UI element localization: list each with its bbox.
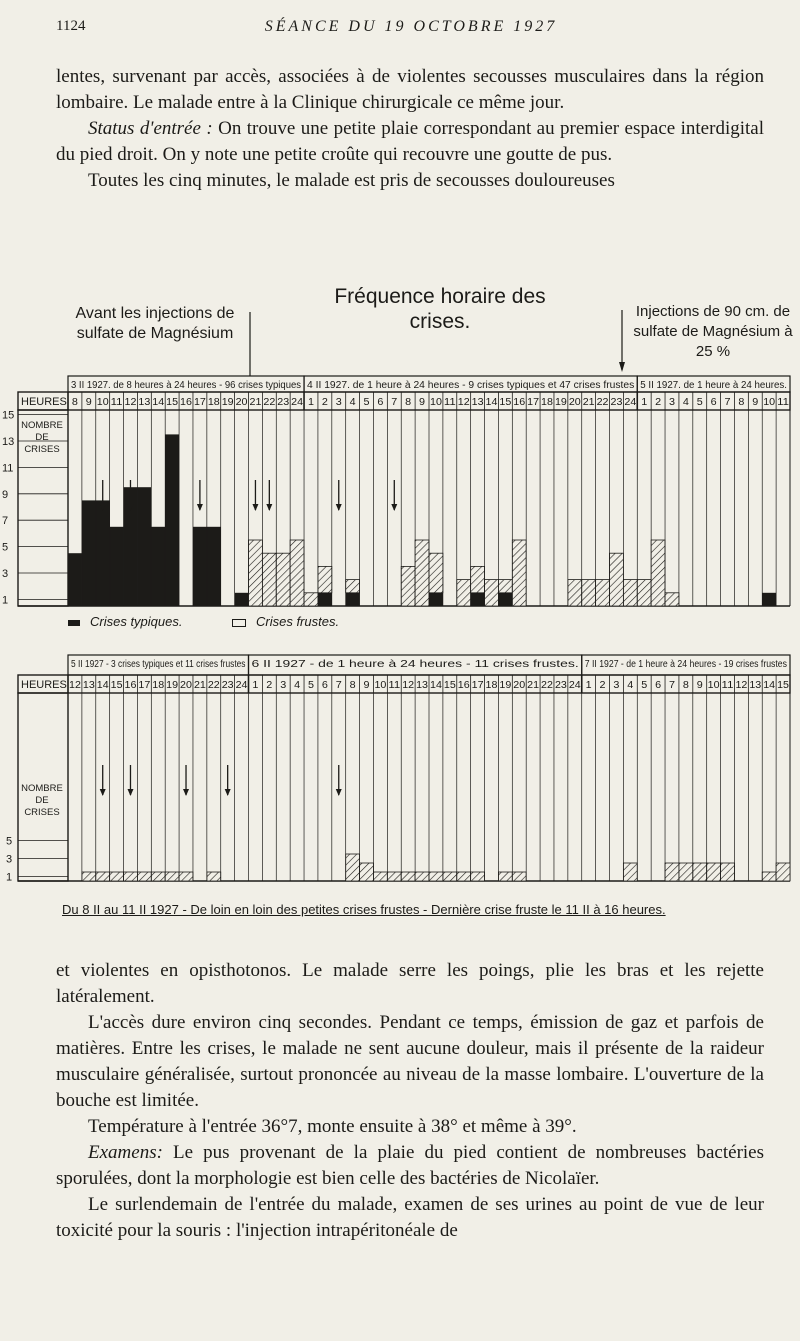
hour-tick-label: 14 [485,397,498,408]
page-number: 1124 [56,18,86,34]
bar-crises-frustes [512,872,526,881]
paragraph [56,116,764,168]
hour-tick-label: 22 [596,397,609,408]
injection-arrowhead [619,362,625,372]
status-text: On trouve une petite plaie correspondant au premier espace interdigital du pied droit. On y note une petite croûte qui recouvre une goutte de pus. [56,118,764,165]
hour-tick-label: 14 [763,680,776,691]
bar-crises-frustes [346,580,360,593]
hour-tick-label: 3 [280,680,287,691]
bar-crises-frustes [679,863,693,881]
chart-svg [0,270,800,950]
hour-tick-label: 16 [457,680,471,691]
hour-tick-label: 8 [71,397,79,408]
y-axis-label: NOMBRE [21,420,63,431]
paragraph: Toutes les cinq minutes, le malade est pris de secousses douloureuses [88,170,615,191]
hour-tick-label: 14 [96,680,110,691]
hour-tick-label: 7 [391,397,398,408]
bar-crises-frustes [429,872,443,881]
y-tick-label: 13 [2,436,15,448]
hour-tick-label: 12 [457,397,471,408]
y-tick-label: 1 [2,594,9,607]
hour-tick-label: 23 [221,680,235,691]
bar-crises-frustes [498,872,512,881]
before-injection-note: Avant les injections de sulfate de Magnésium [75,305,235,342]
hour-tick-label: 3 [668,397,676,408]
injection-arrowhead [183,789,189,796]
bar-crises-frustes [623,580,637,606]
hour-tick-label: 2 [266,680,273,691]
injection-arrowhead [266,504,272,511]
hour-tick-label: 13 [471,397,485,408]
bar-crises-frustes [651,540,665,606]
bar-crises-frustes [165,872,179,881]
bar-crises-frustes [387,872,401,881]
bar-crises-frustes [401,872,415,881]
crisis-frequency-figure [0,270,800,950]
hour-tick-label: 16 [513,397,526,408]
segment-header-label: 4 II 1927. de 1 heure à 24 heures - 9 crises typiques et 47 crises frustes [307,380,635,391]
bar-crises-typiques [68,553,82,606]
hour-tick-label: 19 [554,397,568,408]
bar-crises-frustes [137,872,151,881]
hour-tick-label: 10 [96,397,110,408]
hour-tick-label: 18 [152,680,165,691]
bar-crises-frustes [693,863,707,881]
hour-tick-label: 12 [69,680,82,691]
bar-crises-frustes [610,553,624,606]
hour-tick-label: 24 [568,680,582,691]
segment-header-label: 5 II 1927. de 1 heure à 24 heures. [640,380,788,391]
status-label: Status d'entrée : [88,118,213,139]
injection-arrowhead [336,789,342,796]
bar-crises-frustes [471,566,485,592]
paragraph [56,1140,764,1192]
bar-crises-frustes [596,580,610,606]
hour-tick-label: 15 [166,397,179,408]
hour-tick-label: 2 [599,680,607,691]
hour-tick-label: 9 [419,397,426,408]
bar-crises-typiques [137,487,151,606]
hour-tick-label: 11 [110,397,124,408]
legend-typiques [68,614,182,629]
bar-crises-frustes [485,580,499,606]
injection-arrowhead [100,789,106,796]
y-tick-label: 3 [2,568,9,580]
hour-tick-label: 12 [735,680,748,691]
hour-tick-label: 5 [641,680,648,691]
hour-tick-label: 17 [138,680,151,691]
hour-tick-label: 13 [416,680,429,691]
hour-tick-label: 11 [721,680,734,691]
bar-crises-frustes [207,872,221,881]
hour-tick-label: 23 [554,680,568,691]
hour-tick-label: 9 [363,680,370,691]
hour-tick-label: 20 [235,397,248,408]
bar-crises-frustes [151,872,165,881]
injection-arrowhead [127,789,133,796]
hour-tick-label: 11 [443,397,457,408]
hour-tick-label: 10 [374,680,387,691]
figure-caption: Du 8 II au 11 II 1927 - De loin en loin des petites crises frustes - Dernière crise fruste le 11 II à 16 heures. [62,902,666,917]
bar-crises-frustes [179,872,193,881]
hour-tick-label: 11 [777,397,790,408]
hour-tick-label: 11 [388,680,401,691]
hour-tick-label: 6 [377,397,384,408]
hour-tick-label: 22 [541,680,554,691]
hour-tick-label: 5 [363,397,370,408]
hour-tick-label: 18 [541,397,554,408]
hour-tick-label: 4 [682,397,690,408]
segment-header-label: 3 II 1927. de 8 heures à 24 heures - 96 crises typiques [71,380,302,391]
hour-tick-label: 8 [349,680,357,691]
legend-swatch-frustes [232,619,246,627]
hour-tick-label: 2 [321,397,329,408]
bar-crises-frustes [623,863,637,881]
hour-tick-label: 23 [277,397,290,408]
hour-tick-label: 21 [527,680,540,691]
hour-tick-label: 7 [724,397,731,408]
y-tick-label: 3 [6,853,13,866]
examens-text: Le pus provenant de la plaie du pied contient de nombreuses bactéries sporulées, dont la morphologie est bien celle des bactéries de Nicolaïer. [56,1142,764,1189]
hour-tick-label: 21 [249,397,262,408]
bar-crises-frustes [415,540,429,606]
bar-crises-frustes [721,863,735,881]
running-head [56,18,766,44]
hour-tick-label: 20 [180,680,193,691]
bar-crises-frustes [249,540,263,606]
bar-crises-typiques [110,527,124,606]
hour-tick-label: 17 [471,680,485,691]
hour-tick-label: 15 [499,397,512,408]
bar-crises-frustes [401,566,415,606]
hour-tick-label: 1 [252,680,259,691]
paragraph: lentes, survenant par accès, associées à de violentes secousses musculaires dans la région lombaire. Le malade entre à la Clinique chirurgicale ce même jour. [56,66,764,113]
hour-tick-label: 19 [499,680,512,691]
segment-header-label: 5 II 1927 - 3 crises typiques et 11 crises frustes [71,659,246,670]
bar-crises-frustes [637,580,651,606]
bar-crises-typiques [498,593,512,606]
bar-crises-typiques [96,500,110,606]
bar-crises-frustes [762,872,776,881]
bar-crises-frustes [457,580,471,606]
hour-tick-label: 9 [752,397,759,408]
bar-crises-typiques [151,527,165,606]
hour-tick-label: 7 [668,680,676,691]
x-axis-label: HEURES [21,396,67,408]
hour-tick-label: 3 [335,397,343,408]
legend-label: Crises frustes. [256,614,340,629]
bar-crises-frustes [82,872,96,881]
segment-header-label: 6 II 1927 - de 1 heure à 24 heures - 11 crises frustes. [251,659,579,670]
injection-arrowhead [252,504,258,511]
bar-crises-typiques [318,593,332,606]
bar-crises-typiques [471,593,485,606]
hour-tick-label: 7 [335,680,343,691]
hour-tick-label: 17 [193,397,207,408]
hour-tick-label: 6 [655,680,662,691]
bar-crises-frustes [290,540,304,606]
bar-crises-frustes [429,553,443,593]
hour-tick-label: 13 [138,397,151,408]
y-axis-label: DE [35,432,49,443]
examens-label: Examens: [88,1142,163,1163]
bar-crises-typiques [165,434,179,606]
hour-tick-label: 22 [207,680,221,691]
hour-tick-label: 18 [485,680,498,691]
legend-swatch-typiques [68,620,80,626]
hour-tick-label: 13 [82,680,96,691]
hour-tick-label: 10 [430,397,443,408]
hour-tick-label: 2 [655,397,662,408]
hour-tick-label: 6 [321,680,329,691]
hour-tick-label: 1 [641,397,648,408]
hour-tick-label: 1 [585,680,593,691]
hour-tick-label: 24 [235,680,248,691]
hour-tick-label: 16 [124,680,137,691]
injection-arrowhead [197,504,203,511]
hour-tick-label: 12 [402,680,415,691]
hour-tick-label: 4 [294,680,301,691]
hour-tick-label: 22 [263,397,276,408]
bar-crises-typiques [235,593,249,606]
legend-label: Crises typiques. [90,614,183,629]
paragraph: L'accès dure environ cinq secondes. Pendant ce temps, émission de gaz et parfois de matières. Entre les crises, le malade ne sent aucune douleur, mais il présente de la raideur musculaire généralisée, surtout prononcée au niveau de la masse lombaire. L'ouverture de la bouche est limitée. [56,1012,764,1111]
injection-arrowhead [336,504,342,511]
hour-tick-label: 6 [710,397,718,408]
y-axis-label: CRISES [24,444,60,455]
segment-header-label: 7 II 1927 - de 1 heure à 24 heures - 19 crises frustes [584,659,787,670]
hour-tick-label: 8 [682,680,690,691]
bar-crises-frustes [262,553,276,606]
bar-crises-typiques [762,593,776,606]
injection-arrowhead [225,789,231,796]
hour-tick-label: 24 [624,397,637,408]
running-title: SÉANCE DU 19 OCTOBRE 1927 [264,18,558,35]
bar-crises-frustes [318,566,332,592]
hour-tick-label: 19 [166,680,179,691]
hour-tick-label: 10 [763,397,776,408]
y-axis-label: NOMBRE [21,783,63,794]
hour-tick-label: 21 [582,397,596,408]
hour-tick-label: 8 [405,397,412,408]
figure-title: Fréquence horaire des crises. [334,285,546,333]
hour-tick-label: 5 [696,397,704,408]
bar-crises-frustes [512,540,526,606]
bar-crises-frustes [124,872,138,881]
hour-tick-label: 20 [568,397,582,408]
hour-tick-label: 14 [152,397,165,408]
bar-crises-frustes [346,854,360,881]
bar-crises-frustes [582,580,596,606]
hour-tick-label: 3 [613,680,620,691]
hour-tick-label: 4 [349,397,357,408]
injection-note: Injections de 90 cm. de sulfate de Magnésium à 25 % [633,303,793,360]
bar-crises-frustes [457,872,471,881]
hour-tick-label: 19 [221,397,235,408]
text-bottom [56,958,764,1244]
hour-tick-label: 13 [749,680,762,691]
legend-frustes [232,614,339,629]
paragraph: Température à l'entrée 36°7, monte ensuite à 38° et même à 39°. [88,1116,577,1137]
hour-tick-label: 15 [110,680,124,691]
bar-crises-frustes [498,580,512,593]
bar-crises-frustes [360,863,374,881]
hour-tick-label: 15 [443,680,457,691]
bar-crises-typiques [429,593,443,606]
y-axis-label: DE [35,795,49,806]
bar-crises-typiques [82,500,96,606]
bar-crises-frustes [415,872,429,881]
bar-crises-frustes [304,593,318,606]
bar-crises-typiques [207,527,221,606]
bar-crises-frustes [776,863,790,881]
bar-crises-typiques [346,593,360,606]
bar-crises-frustes [665,593,679,606]
x-axis-label: HEURES [21,679,67,691]
text-top [56,64,764,194]
hour-tick-label: 24 [291,397,304,408]
hour-tick-label: 14 [430,680,443,691]
y-tick-label: 7 [2,515,9,528]
y-tick-label: 5 [6,835,13,848]
hour-tick-label: 4 [627,680,634,691]
hour-tick-label: 17 [527,397,540,408]
hour-tick-label: 12 [124,397,137,408]
y-tick-label: 5 [2,541,9,554]
bar-crises-frustes [665,863,679,881]
hour-tick-label: 21 [193,680,207,691]
bar-crises-frustes [276,553,290,606]
hour-tick-label: 1 [307,397,315,408]
bar-crises-typiques [193,527,207,606]
hour-tick-label: 10 [707,680,721,691]
paragraph: Le surlendemain de l'entrée du malade, examen de ses urines au point de vue de leur toxicité pour la souris : l'injection intrapéritonéale de [56,1194,764,1241]
bar-crises-frustes [443,872,457,881]
hour-tick-label: 18 [207,397,221,408]
injection-arrowhead [391,504,397,511]
y-tick-label: 11 [2,462,14,475]
bar-crises-frustes [373,872,387,881]
hour-tick-label: 23 [610,397,623,408]
hour-tick-label: 20 [513,680,526,691]
y-tick-label: 1 [6,871,13,884]
bar-crises-frustes [110,872,124,881]
hour-tick-label: 16 [180,397,193,408]
bar-crises-frustes [471,872,485,881]
y-tick-label: 15 [2,409,15,422]
bar-crises-frustes [568,580,582,606]
hour-tick-label: 9 [85,397,93,408]
y-axis-label: CRISES [24,807,60,818]
hour-tick-label: 15 [777,680,790,691]
y-tick-label: 9 [2,488,9,501]
hour-tick-label: 8 [738,397,745,408]
hour-tick-label: 9 [696,680,704,691]
hour-tick-label: 5 [307,680,315,691]
bar-crises-frustes [707,863,721,881]
bar-crises-frustes [96,872,110,881]
paragraph: et violentes en opisthotonos. Le malade serre les poings, plie les bras et les rejette latéralement. [56,960,764,1007]
